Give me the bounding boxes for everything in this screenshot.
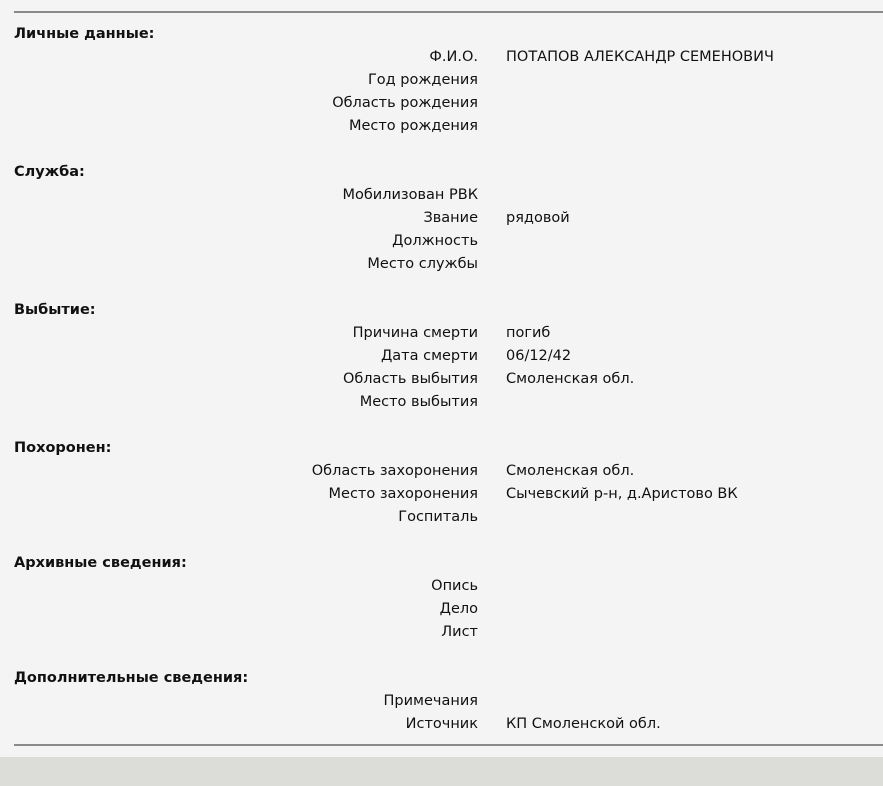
field-row xyxy=(0,184,883,207)
field-row xyxy=(0,575,883,598)
field-label: Место захоронения xyxy=(328,486,478,502)
field-row xyxy=(0,391,883,414)
field-row xyxy=(0,690,883,713)
field-label: Источник xyxy=(405,716,478,732)
field-label: Дата смерти xyxy=(380,348,478,364)
record-details xyxy=(0,23,883,759)
field-label: Примечания xyxy=(383,693,478,709)
field-row xyxy=(0,621,883,644)
field-label: Область захоронения xyxy=(311,463,478,479)
field-row xyxy=(0,92,883,115)
field-row xyxy=(0,230,883,253)
field-label: Причина смерти xyxy=(352,325,478,341)
field-row xyxy=(0,483,883,506)
section-title: Выбытие: xyxy=(14,302,96,318)
section-departure xyxy=(0,299,883,414)
top-divider xyxy=(14,11,883,13)
field-label: Госпиталь xyxy=(398,509,478,525)
field-value: погиб xyxy=(506,325,551,341)
field-label: Должность xyxy=(392,233,478,249)
field-row xyxy=(0,253,883,276)
field-value: Смоленская обл. xyxy=(506,371,635,387)
field-row xyxy=(0,345,883,368)
field-row xyxy=(0,207,883,230)
field-label: Область рождения xyxy=(332,95,478,111)
field-value: КП Смоленской обл. xyxy=(506,716,661,732)
field-row xyxy=(0,598,883,621)
field-row xyxy=(0,115,883,138)
footer-bar xyxy=(0,757,883,786)
field-label: Место выбытия xyxy=(359,394,478,410)
field-label: Ф.И.О. xyxy=(429,49,478,65)
section-title: Дополнительные сведения: xyxy=(14,670,249,686)
field-row xyxy=(0,46,883,69)
field-label: Место рождения xyxy=(348,118,478,134)
section-title: Служба: xyxy=(14,164,85,180)
section-title: Похоронен: xyxy=(14,440,112,456)
field-label: Опись xyxy=(431,578,478,594)
field-label: Лист xyxy=(441,624,478,640)
field-label: Мобилизован РВК xyxy=(342,187,478,203)
section-buried xyxy=(0,437,883,529)
field-value: 06/12/42 xyxy=(506,348,572,364)
field-row xyxy=(0,460,883,483)
section-title: Архивные сведения: xyxy=(14,555,187,571)
field-value: ПОТАПОВ АЛЕКСАНДР СЕМЕНОВИЧ xyxy=(506,49,774,65)
field-row xyxy=(0,506,883,529)
field-row xyxy=(0,713,883,736)
bottom-divider xyxy=(14,744,883,746)
field-label: Дело xyxy=(439,601,478,617)
field-row xyxy=(0,368,883,391)
field-value: Смоленская обл. xyxy=(506,463,635,479)
field-label: Место службы xyxy=(367,256,478,272)
field-value: Сычевский р-н, д.Аристово ВК xyxy=(506,486,738,502)
section-archive xyxy=(0,552,883,644)
section-additional xyxy=(0,667,883,736)
section-title: Личные данные: xyxy=(14,26,155,42)
field-value: рядовой xyxy=(506,210,570,226)
section-service xyxy=(0,161,883,276)
field-row xyxy=(0,69,883,92)
field-label: Область выбытия xyxy=(342,371,478,387)
field-row xyxy=(0,322,883,345)
field-label: Звание xyxy=(423,210,478,226)
section-personal-data xyxy=(0,23,883,138)
field-label: Год рождения xyxy=(367,72,478,88)
